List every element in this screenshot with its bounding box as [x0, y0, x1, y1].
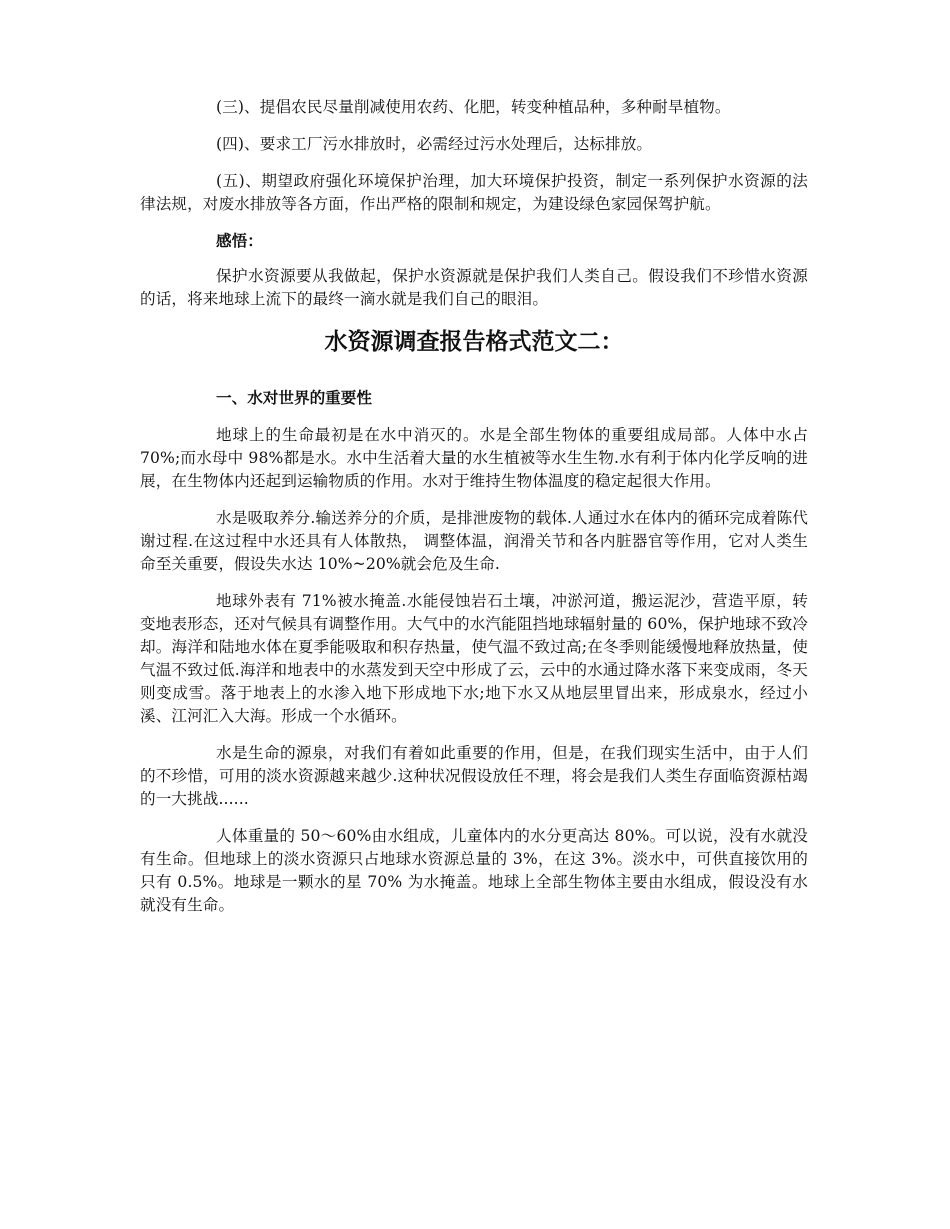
document-title: 水资源调查报告格式范文二：: [324, 329, 624, 355]
body-paragraph: 地球上的生命最初是在水中消灭的。水是全部生物体的重要组成局部。人体中水占 70%;而水母中 98%都是水。水中生活着大量的水生植被等水生生物.水有利于体内化学反响的进展，在生物体内还起到运输物质的作用。水对于维持生物体温度的稳定起很大作用。: [140, 426, 808, 490]
reflection-text: 保护水资源要从我做起，保护水资源就是保护我们人类自己。假设我们不珍惜水资源的话，将来地球上流下的最终一滴水就是我们自己的眼泪。: [140, 267, 808, 308]
body-paragraph: 水是生命的源泉，对我们有着如此重要的作用，但是，在我们现实生活中，由于人们的不珍惜，可用的淡水资源越来越少.这种状况假设放任不理，将会是我们人类生存面临资源枯竭的一大挑战......: [140, 744, 808, 808]
paragraph-five: (五)、期望政府强化环境保护治理，加大环境保护投资，制定一系列保护水资源的法律法规，对废水排放等各方面，作出严格的限制和规定，为建设绿色家园保驾护航。: [140, 172, 808, 213]
paragraph-four: (四)、要求工厂污水排放时，必需经过污水处理后，达标排放。: [216, 135, 653, 153]
section-heading: 一、水对世界的重要性: [216, 389, 372, 407]
document-page: [140, 96, 808, 931]
body-paragraph: 人体重量的 50～60%由水组成，儿童体内的水分更高达 80%。可以说，没有水就没有生命。但地球上的淡水资源只占地球水资源总量的 3%，在这 3%。淡水中，可供直接饮用的只有 0.5%。地球是一颗水的星 70% 为水掩盖。地球上全部生物体主要由水组成，假设没有水就没有生命。: [140, 827, 808, 914]
reflection-label: 感悟：: [216, 232, 263, 250]
body-paragraph: 地球外表有 71%被水掩盖.水能侵蚀岩石土壤，冲淤河道，搬运泥沙，营造平原，转变地表形态，还对气候具有调整作用。大气中的水汽能阻挡地球辐射量的 60%，保护地球不致冷却。海洋和陆地水体在夏季能吸取和积存热量，使气温不致过高;在冬季则能缓慢地释放热量，使气温不致过低.海洋和地表中的水蒸发到天空中形成了云，云中的水通过降水落下来变成雨，冬天则变成雪。落于地表上的水渗入地下形成地下水;地下水又从地层里冒出来，形成泉水，经过小溪、江河汇入大海。形成一个水循环。: [140, 592, 808, 725]
paragraph-three: (三)、提倡农民尽量削减使用农药、化肥，转变种植品种，多种耐旱植物。: [216, 98, 731, 116]
body-paragraph: 水是吸取养分.输送养分的介质，是排泄废物的载体.人通过水在体内的循环完成着陈代谢过程.在这过程中水还具有人体散热， 调整体温，润滑关节和各内脏器官等作用，它对人类生命至关重要，假设失水达 10%~20%就会危及生命.: [140, 509, 808, 573]
